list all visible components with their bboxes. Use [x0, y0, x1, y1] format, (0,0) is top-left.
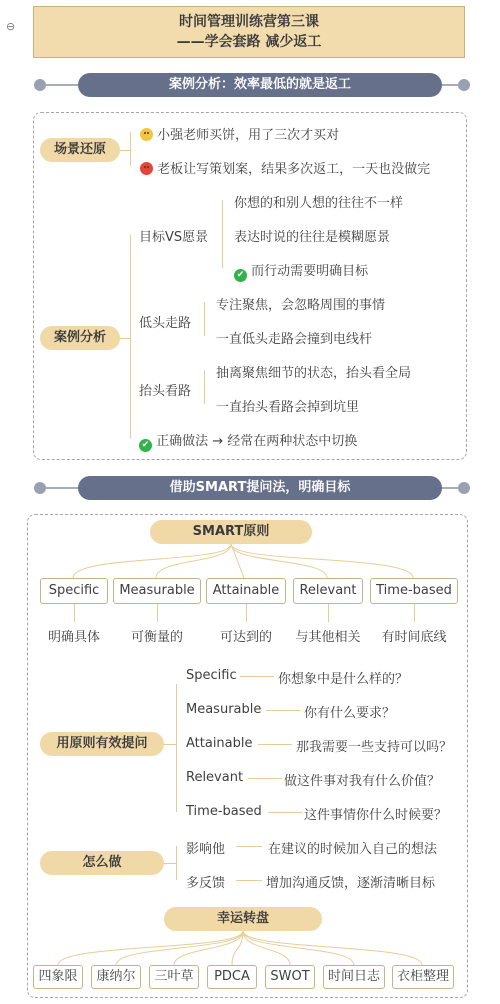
question-measurable: 你有什么要求？	[304, 706, 396, 721]
collapse-toggle-icon[interactable]: ⊖	[6, 20, 16, 33]
wheel-item-four-quadrants: 四象限	[33, 965, 83, 989]
banner-smart: 借助SMART提问法，明确目标	[78, 476, 442, 500]
howto-label: 怎么做	[40, 851, 164, 875]
analysis-connector-v	[130, 235, 131, 439]
scene-item-2-text: 老板让写策划案，结果多次返工，一天也没做完	[157, 162, 431, 177]
principle-relevant: Relevant	[293, 578, 363, 604]
group-head-up: 抬头看路	[139, 384, 192, 399]
banner2-left-dot	[34, 482, 46, 494]
principle-time-based: Time-based	[370, 578, 458, 604]
q3-line	[258, 744, 292, 745]
principle-attainable-zh: 可达到的	[219, 630, 272, 645]
title-line1: 时间管理训练营第三课	[179, 14, 319, 30]
howto-connector-h	[164, 863, 176, 864]
principle-measurable: Measurable	[113, 578, 201, 604]
scene-item-1	[140, 124, 339, 143]
wheel-title: 幸运转盘	[164, 907, 322, 931]
smart-tree-lines	[30, 544, 470, 580]
group-head-down: 低头走路	[139, 316, 192, 331]
howto-2-line	[236, 880, 262, 881]
angry-emoji-icon	[140, 162, 153, 175]
question-measurable-key: Measurable	[186, 702, 262, 717]
questions-connector-v	[176, 684, 177, 812]
scene-connector-h	[120, 150, 130, 151]
howto-2-key: 多反馈	[186, 876, 226, 891]
check-icon: ✔	[234, 269, 247, 282]
wheel-item-swot: SWOT	[265, 965, 315, 989]
check-icon: ✔	[139, 439, 152, 452]
group2-item-1: 专注聚焦，会忽略周围的事情	[216, 298, 386, 313]
group-goal-vs-vision: 目标VS愿景	[139, 230, 209, 245]
howto-1-key: 影响他	[186, 842, 226, 857]
conclusion-text: 正确做法 → 经常在两种状态中切换	[156, 434, 358, 449]
group1-connector	[222, 200, 223, 268]
scene-item-2	[140, 158, 430, 177]
group2-connector	[204, 302, 205, 336]
p4-stem	[328, 604, 329, 622]
p3-stem	[246, 604, 247, 622]
scene-label: 场景还原	[40, 138, 120, 162]
question-time-based-key: Time-based	[186, 804, 262, 819]
question-attainable: 那我需要一些支持可以吗？	[296, 740, 453, 755]
wheel-item-wardrobe: 衣柜整理	[392, 965, 454, 989]
group2-item-2: 一直低头走路会撞到电线杆	[216, 332, 373, 347]
group3-connector	[204, 370, 205, 404]
principle-relevant-zh: 与其他相关	[295, 630, 361, 645]
p5-stem	[414, 604, 415, 622]
wheel-item-time-log: 时间日志	[323, 965, 385, 989]
group1-item-2: 表达时说的往往是模糊愿景	[234, 230, 391, 245]
scene-connector	[130, 132, 131, 166]
analysis-connector-h	[120, 338, 130, 339]
banner2-right-dot	[458, 482, 470, 494]
analysis-label: 案例分析	[40, 326, 120, 350]
question-relevant-key: Relevant	[186, 770, 244, 785]
howto-connector-v	[176, 846, 177, 880]
smart-title: SMART原则	[150, 520, 312, 544]
question-attainable-key: Attainable	[186, 736, 253, 751]
question-specific-key: Specific	[186, 668, 237, 683]
group3-item-1: 抽离聚焦细节的状态，抬头看全局	[216, 366, 412, 381]
questions-label: 用原则有效提问	[40, 732, 164, 756]
howto-2-value: 增加沟通反馈，逐渐清晰目标	[266, 876, 436, 891]
q1-line	[240, 676, 274, 677]
q4-line	[248, 778, 282, 779]
wheel-item-pdca: PDCA	[207, 965, 257, 989]
questions-connector-h	[164, 744, 176, 745]
banner1-left-dot	[34, 79, 46, 91]
principle-time-based-zh: 有时间底线	[381, 630, 447, 645]
howto-1-value: 在建议的时候加入自己的想法	[268, 842, 438, 857]
wheel-item-shamrock: 三叶草	[149, 965, 199, 989]
group1-item-3-text: 而行动需要明确目标	[251, 264, 369, 279]
principle-specific: Specific	[40, 578, 108, 604]
scene-item-1-text: 小强老师买饼，用了三次才买对	[157, 128, 340, 143]
group1-item-1: 你想的和别人想的往往不一样	[234, 196, 404, 211]
title-line2: ——学会套路 减少返工	[176, 34, 322, 50]
conclusion	[139, 430, 357, 452]
question-time-based: 这件事情你什么时候要？	[304, 808, 448, 823]
group3-item-2: 一直抬头看路会掉到坑里	[216, 400, 360, 415]
wheel-tree-lines	[30, 931, 470, 967]
question-relevant: 做这件事对我有什么价值？	[284, 774, 441, 789]
principle-attainable: Attainable	[206, 578, 286, 604]
question-specific: 你想象中是什么样的？	[278, 672, 409, 687]
banner1-right-dot	[458, 79, 470, 91]
q2-line	[266, 710, 300, 711]
p2-stem	[157, 604, 158, 622]
banner-case-analysis: 案例分析：效率最低的就是返工	[78, 73, 442, 97]
wheel-item-cornell: 康纳尔	[91, 965, 141, 989]
title-box	[33, 6, 465, 58]
smile-emoji-icon	[140, 128, 153, 141]
principle-specific-zh: 明确具体	[47, 630, 100, 645]
q5-line	[268, 812, 302, 813]
group1-item-3	[234, 260, 368, 282]
howto-1-line	[236, 846, 262, 847]
p1-stem	[74, 604, 75, 622]
principle-measurable-zh: 可衡量的	[130, 630, 183, 645]
